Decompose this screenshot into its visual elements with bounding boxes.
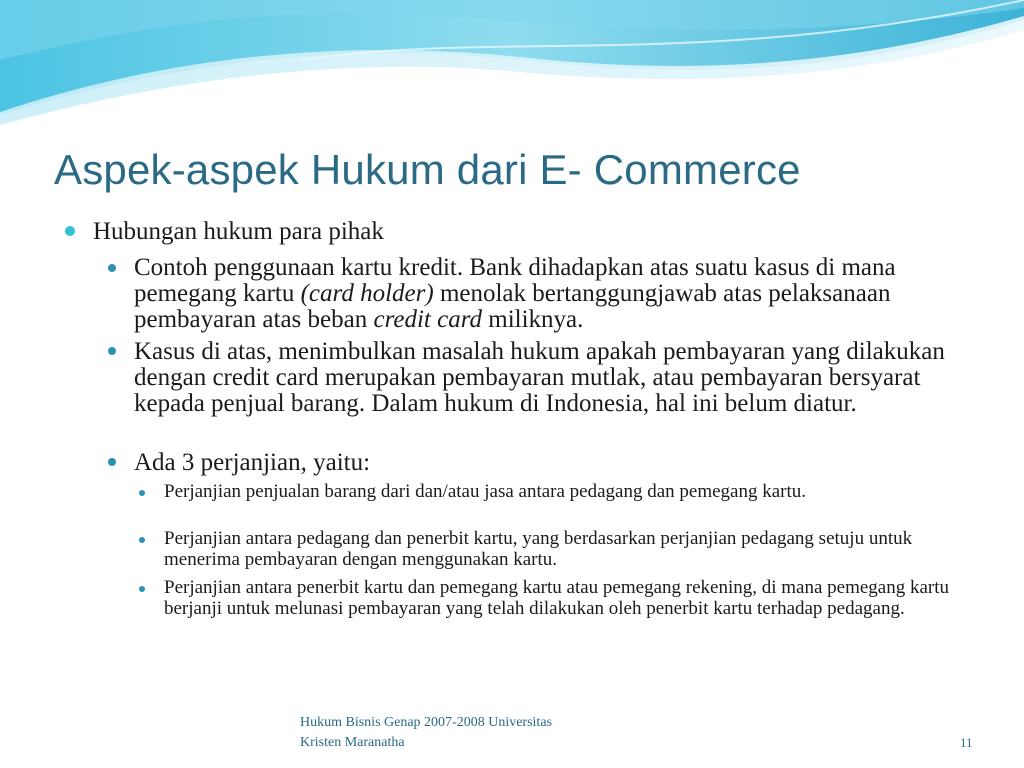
bullet-icon [139, 586, 145, 592]
bullet-icon [108, 347, 116, 355]
text-segment: miliknya. [482, 306, 584, 333]
footer-line-1: Hukum Bisnis Genap 2007-2008 Universitas [300, 715, 552, 730]
bullet-item-three-agreements: Ada 3 perjanjian, yaitu: [134, 449, 371, 476]
bullet-item-credit-card-example [134, 255, 974, 333]
bullet-icon [65, 226, 75, 236]
slide-title: Aspek-aspek Hukum dari E- Commerce [54, 146, 801, 193]
footer-text [300, 713, 552, 753]
bullet-level1-text: Hubungan hukum para pihak [93, 218, 384, 245]
bullet-icon [139, 537, 145, 543]
bullet-icon [139, 490, 145, 496]
text-italic: credit card [373, 306, 483, 333]
bullet-icon [108, 264, 116, 272]
bullet-item-legal-issue: Kasus di atas, menimbulkan masalah hukum apakah pembayaran yang dilakukan dengan credit card merupakan pembayaran mutlak, atau pembayaran bersyarat kepada penjual barang. Dalam hukum di Indonesia, hal ini belum diatur. [134, 338, 945, 417]
page-number: 11 [960, 735, 973, 750]
sub-bullet-agreement-2: Perjanjian antara pedagang dan penerbit kartu, yang berdasarkan perjanjian pedagang setuju untuk menerima pembayaran dengan menggunakan kartu. [164, 528, 913, 570]
text-italic: (card holder) [300, 280, 434, 307]
text-segment: menolak bertanggungjawab atas pelaksanaan pembayaran atas beban [134, 280, 891, 333]
footer-line-2: Kristen Maranatha [300, 735, 405, 750]
sub-bullet-agreement-1: Perjanjian penjualan barang dari dan/atau jasa antara pedagang dan pemegang kartu. [164, 481, 807, 502]
bullet-icon [108, 458, 116, 466]
text-segment: Contoh penggunaan kartu kredit. Bank dihadapkan atas suatu kasus di mana pemegang kartu [134, 254, 896, 307]
sub-bullet-agreement-3: Perjanjian antara penerbit kartu dan pemegang kartu atau pemegang rekening, di mana pemegang kartu berjanji untuk melunasi pembayaran yang telah dilakukan oleh penerbit kartu terhadap pedagang. [164, 577, 950, 619]
